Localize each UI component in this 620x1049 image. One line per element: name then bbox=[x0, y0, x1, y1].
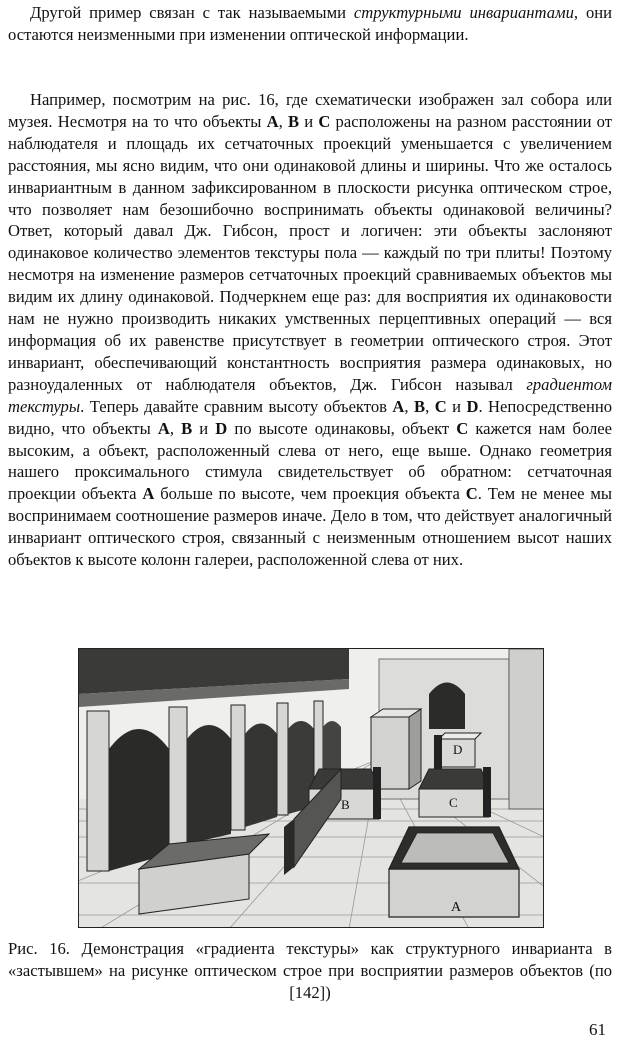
page-number: 61 bbox=[589, 1020, 606, 1039]
text-span: по высоте одинаковы, объект bbox=[227, 418, 457, 438]
text-span: , bbox=[169, 418, 182, 438]
object-letter: С bbox=[434, 396, 447, 416]
paragraph-2 bbox=[8, 89, 612, 571]
text-span: Другой пример связан с так называемыми bbox=[30, 3, 354, 22]
text-span: . Непосредственно видно, что объекты bbox=[8, 396, 613, 438]
label-c: C bbox=[449, 795, 458, 810]
text-span: , они остаются неизменными при изменении оптической информации. bbox=[8, 3, 612, 44]
text-span: , bbox=[278, 111, 288, 131]
object-letter: А bbox=[266, 111, 279, 131]
text-span: , bbox=[425, 396, 435, 416]
text-span: и bbox=[192, 418, 216, 438]
text-span: больше по высоте, чем проекция объекта bbox=[154, 484, 466, 504]
object-letter: С bbox=[318, 111, 331, 131]
label-b: B bbox=[341, 797, 350, 812]
text-span: Например, посмотрим на рис. 16, где схематически изображен зал собора или музея. Несмотря на то что объекты bbox=[8, 90, 612, 131]
object-letter: С bbox=[456, 418, 469, 438]
object-letter: А bbox=[142, 484, 155, 504]
object-letter: В bbox=[414, 396, 426, 416]
emphasis-term: градиентом текстуры bbox=[8, 374, 612, 416]
perspective-hall-drawing bbox=[79, 649, 544, 928]
text-span: и bbox=[299, 111, 319, 131]
paragraph-1 bbox=[8, 2, 612, 46]
label-a: A bbox=[451, 900, 462, 915]
emphasis-term: структурными инвариантами bbox=[353, 3, 574, 22]
object-letter: D bbox=[215, 418, 228, 438]
text-span: . Тем не менее мы воспринимаем соотношение размеров иначе. Дело в том, что действует аналогичный инвариант оптического строя, связанный с неизменным отношением высот наших объектов к высоте колонн галереи, расположенной слева от них. bbox=[8, 484, 613, 570]
object-letter: А bbox=[392, 396, 405, 416]
label-d: D bbox=[453, 742, 463, 757]
figure-16-illustration bbox=[78, 648, 544, 928]
figure-caption: Рис. 16. Демонстрация «градиента текстуры» как структурного инварианта в «застывшем» на рисунке оптическом строе при восприятии размеров объектов (по [142]) bbox=[8, 939, 612, 1002]
text-span: . Теперь давайте сравним высоту объектов bbox=[80, 396, 393, 416]
object-letter: В bbox=[287, 111, 300, 131]
text-span: расположены на разном расстоянии от наблюдателя и площадь их сетчаточных проекций уменьшается с увеличением расстояния, мы ясно видим, что они одинаковой длины и ширины. Что же осталось инвариантным в данном зафиксированном в плоскости рисунка оптическом строе, что позволяет нам безошибочно воспринимать объекты одинаковой величины? Ответ, который давал Дж. Гибсон, прост и логичен: эти объекты заслоняют одинаковое количество элементов текстуры пола — каждый по три плиты! Поэтому несмотря на изменение размеров сетчаточных проекций сравниваемых объектов мы видим их длину одинаковой. Подчеркнем еще раз: для восприятия их одинаковости нам не нужно производить никаких умственных перцептивных операций — вся информация об их равенстве присутствует в геометрии оптического строя. Этот инвариант, обеспечивающий константность восприятия размера одинаковых, но разноудаленных от наблюдателя объектов, Дж. Гибсон называл bbox=[8, 111, 612, 394]
text-span: , bbox=[404, 396, 414, 416]
object-letter: А bbox=[157, 418, 170, 438]
text-span: и bbox=[446, 396, 467, 416]
object-letter: В bbox=[181, 418, 193, 438]
object-letter: D bbox=[466, 396, 479, 416]
object-letter: С bbox=[465, 484, 478, 504]
text-span: кажется нам более высоким, а объект, расположенный слева от него, еще выше. Однако геометрия нашего проксимального стимула свидетельствует об обратном: сетчаточная проекции объекта bbox=[8, 418, 613, 504]
